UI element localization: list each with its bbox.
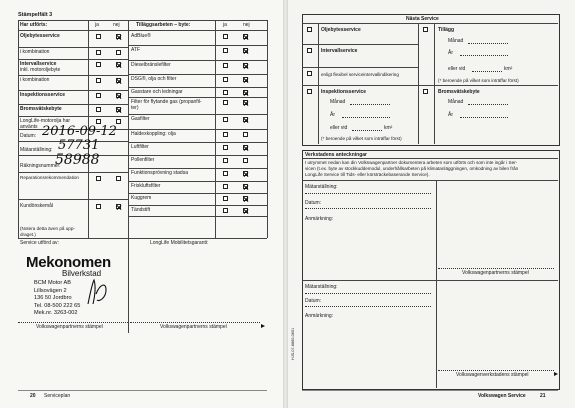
ar-label-2: År: [330, 112, 335, 118]
verkstad-text-1: I utrymmet nedan kan din Volkswagenpartner dokumentera arbeten som utförts och som inte ingår i Ser-: [305, 160, 518, 165]
addon-row-checkbox-ja[interactable]: [223, 132, 228, 137]
anmarkning-label-r1: Anmärkning:: [305, 216, 334, 222]
longlife-label: LongLife Mobilitetsgaranti:: [150, 240, 209, 246]
datum-value: 2016-09-12: [42, 124, 117, 139]
addon-row-checkbox-nej[interactable]: [243, 48, 248, 53]
addon-row-label: DSG®, olja och filter: [131, 76, 177, 82]
addon-row-label: Kuggrem: [131, 195, 152, 201]
left-row-checkbox-ja[interactable]: [96, 78, 101, 83]
vw-stamp-1: Volkswagenpartnerns stämpel: [462, 270, 529, 276]
left-row-label: Inspektionsservice: [20, 92, 66, 98]
vw-stamp-2: Volkswagenverkstadens stämpel: [456, 372, 529, 378]
left-row-checkbox-nej[interactable]: [116, 34, 121, 39]
anmarkning-label-r2: Anmärkning:: [305, 313, 334, 319]
matar-label: Mätarställning:: [20, 147, 53, 153]
reparation-nej[interactable]: [116, 176, 121, 181]
oljebyte-checkbox[interactable]: [307, 27, 312, 32]
addon-row-checkbox-nej[interactable]: [243, 184, 248, 189]
notera-label-2: draget.): [20, 232, 36, 237]
addon-row-checkbox-nej[interactable]: [243, 158, 248, 163]
notera-label: (Notera detta även på upp-: [20, 226, 75, 231]
beroende-label-1: (* beroende på vilket som inträffar först): [438, 78, 519, 83]
addon-row-label: ATF: [131, 47, 141, 53]
left-row-checkbox-ja[interactable]: [96, 62, 101, 67]
signature: [84, 276, 110, 308]
kundonskemal-label: Kundönskemål: [20, 203, 54, 209]
addon-row-label: Luftfilter: [131, 144, 149, 150]
left-row-checkbox-ja[interactable]: [96, 107, 101, 112]
km-label-1: km²: [504, 66, 513, 72]
manad-label-1: Månad: [448, 38, 464, 44]
addon-row-checkbox-ja[interactable]: [223, 145, 228, 150]
stamp-sub: Bilverkstad: [62, 269, 102, 278]
km-label-2: km²: [384, 125, 393, 131]
verkstad-text-2: vicen (t.ex. byte av stockkuddemodul, underhållsarbeten på klimatanläggningen, omkodning av bilen från: [305, 166, 519, 171]
left-row-checkbox-ja[interactable]: [96, 34, 101, 39]
addon-row-label: Gasstare och ledningar: [131, 89, 183, 95]
addon-row-label: Gasfilter: [131, 116, 150, 122]
stamp-name: Mekonomen: [26, 254, 111, 271]
eller-vid-label-1: eller vid: [448, 66, 466, 72]
page-number-right: 21: [540, 393, 546, 399]
left-row-checkbox-nej[interactable]: [116, 62, 121, 67]
kund-nej[interactable]: [116, 204, 121, 209]
addon-row-checkbox-nej[interactable]: [243, 132, 248, 137]
addon-row-checkbox-ja[interactable]: [223, 208, 228, 213]
reparation-ja[interactable]: [96, 176, 101, 181]
addon-row-checkbox-ja[interactable]: [223, 158, 228, 163]
addon-row-checkbox-nej[interactable]: [243, 100, 248, 105]
addon-row-label: Friskluftsfilter: [131, 183, 161, 189]
col-header-ja2: ja: [223, 22, 227, 28]
ar-label-1: År: [448, 50, 453, 56]
reparation-label: Reparationsrekommendation: [20, 175, 79, 180]
page-number-left: 20: [30, 393, 36, 399]
addon-row-sublabel: ter): [131, 105, 139, 111]
stamp-line: BCM Motor AB: [34, 280, 71, 286]
oljebyte-label: Oljebytesservice: [321, 27, 361, 33]
addon-row-label: Dieselbränslefilter: [131, 62, 171, 68]
addon-row-checkbox-nej[interactable]: [243, 145, 248, 150]
left-row-sublabel: använts: [20, 124, 38, 130]
addon-row-checkbox-ja[interactable]: [223, 196, 228, 201]
left-row-checkbox-nej[interactable]: [116, 50, 121, 55]
addon-row-label: Funktionsprövning stadsa: [131, 170, 188, 176]
stamp-line: Tel. 08-500 222 65: [34, 302, 81, 309]
addon-row-checkbox-nej[interactable]: [243, 63, 248, 68]
datum-label: Datum:: [20, 133, 37, 139]
rakning-label: Räkningsnummer:: [20, 163, 61, 169]
addon-row-checkbox-ja[interactable]: [223, 90, 228, 95]
left-row-checkbox-ja[interactable]: [96, 50, 101, 55]
col-header-left: Har utförts:: [20, 22, 48, 28]
enligt-checkbox[interactable]: [307, 71, 312, 76]
col-header-nej: nej: [113, 22, 120, 28]
datum-label-r2: Datum:: [305, 298, 322, 304]
addon-row-checkbox-ja[interactable]: [223, 77, 228, 82]
enligt-label: enligt flexibel serviceintervallindikering: [321, 72, 399, 77]
addon-row-label: Pollenfilter: [131, 157, 155, 163]
stamp-line: Mek.nr. 3263-002: [34, 310, 78, 316]
inspektion-checkbox[interactable]: [307, 89, 312, 94]
col-header-nej2: nej: [243, 22, 250, 28]
addon-row-checkbox-nej[interactable]: [243, 117, 248, 122]
partner-stamp-right: Volkswagenpartnerns stämpel: [160, 324, 227, 330]
stamp-line: Lillsovägen 2: [34, 287, 67, 294]
service-by-label: Service utförd av:: [20, 240, 59, 246]
left-row-label: Bromsvätskebyte: [20, 106, 62, 112]
addon-row-checkbox-ja[interactable]: [223, 100, 228, 105]
side-code: HJS-07-8860-0601: [291, 327, 295, 360]
inspektion-label: Inspektionsservice: [321, 89, 367, 95]
addon-row-checkbox-ja[interactable]: [223, 184, 228, 189]
addon-row-label: Haldexkoppling: olja: [131, 131, 176, 137]
footer-brand: Volkswagen Service: [478, 393, 526, 399]
kund-ja[interactable]: [96, 204, 101, 209]
left-row-label: Oljebytesservice: [20, 33, 60, 39]
addon-row-checkbox-nej[interactable]: [243, 90, 248, 95]
arrow-icon: [261, 324, 265, 328]
bromsvatska-checkbox[interactable]: [423, 89, 428, 94]
addon-row-label: AdBlue®: [131, 33, 151, 39]
matar-value: 57731: [58, 138, 100, 153]
datum-label-r1: Datum:: [305, 200, 322, 206]
stampelfalt-title: Stämpelfält 3: [18, 12, 53, 18]
addon-row-checkbox-nej[interactable]: [243, 77, 248, 82]
verkstad-title: Verkstadens anteckningar: [305, 152, 367, 158]
addon-row-checkbox-nej[interactable]: [243, 34, 248, 39]
tillagg-label: Tillägg: [438, 27, 455, 33]
rakning-value: 58988: [55, 152, 100, 168]
left-row-sublabel: inkl. motoroljebyte: [20, 67, 61, 73]
footer-title-left: Serviceplan: [44, 393, 71, 399]
left-row-checkbox-nej[interactable]: [116, 93, 121, 98]
addon-row-checkbox-ja[interactable]: [223, 34, 228, 39]
addon-row-checkbox-ja[interactable]: [223, 63, 228, 68]
addon-row-checkbox-ja[interactable]: [223, 117, 228, 122]
verkstad-text-3: LongLife Service till Tids- eller körsträckebaserande Service).: [305, 172, 430, 177]
intervall-label: Intervallservice: [321, 48, 358, 54]
right-page: [288, 0, 575, 408]
col-header-ja: ja: [95, 22, 99, 28]
intervall-checkbox[interactable]: [307, 48, 312, 53]
addon-row-checkbox-nej[interactable]: [243, 208, 248, 213]
left-row-checkbox-nej[interactable]: [116, 107, 121, 112]
addon-row-label: Filter för flytande gas (propanfil-: [131, 99, 202, 105]
col-header-right: Tilläggsarbeten – byte:: [136, 22, 191, 28]
ar-label-3: År: [448, 112, 453, 118]
left-row-label: Intervallservice: [20, 61, 57, 67]
eller-vid-label-2: eller vid: [330, 125, 348, 131]
addon-row-checkbox-ja[interactable]: [223, 48, 228, 53]
addon-row-checkbox-ja[interactable]: [223, 171, 228, 176]
left-row-label: LongLife-motorolja har: [20, 118, 71, 124]
tillagg-checkbox[interactable]: [423, 27, 428, 32]
addon-row-label: Tändstift: [131, 207, 151, 213]
left-row-checkbox-nej[interactable]: [116, 78, 121, 83]
partner-stamp-left: Volkswagenpartnerns stämpel: [36, 324, 103, 330]
addon-row-checkbox-nej[interactable]: [243, 171, 248, 176]
manad-label-3: Månad: [448, 99, 464, 105]
left-row-label: i kombination: [20, 77, 50, 83]
matar-label-r2: Mätarställning:: [305, 284, 338, 290]
matar-label-r1: Mätarställning:: [305, 184, 338, 190]
arrow-icon-right: [554, 372, 558, 376]
addon-row-checkbox-nej[interactable]: [243, 196, 248, 201]
nasta-service-title: Nästa Service: [406, 16, 439, 22]
left-row-checkbox-ja[interactable]: [96, 93, 101, 98]
left-page: [0, 0, 283, 408]
left-row-label: i kombination: [20, 49, 50, 55]
manad-label-2: Månad: [330, 99, 346, 105]
stamp-line: 136 50 Jordbro: [34, 295, 72, 301]
beroende-label-2: (* beroende på vilket som inträffar först): [321, 136, 402, 141]
bromsvatska-label: Bromsvätskebyte: [438, 89, 480, 95]
